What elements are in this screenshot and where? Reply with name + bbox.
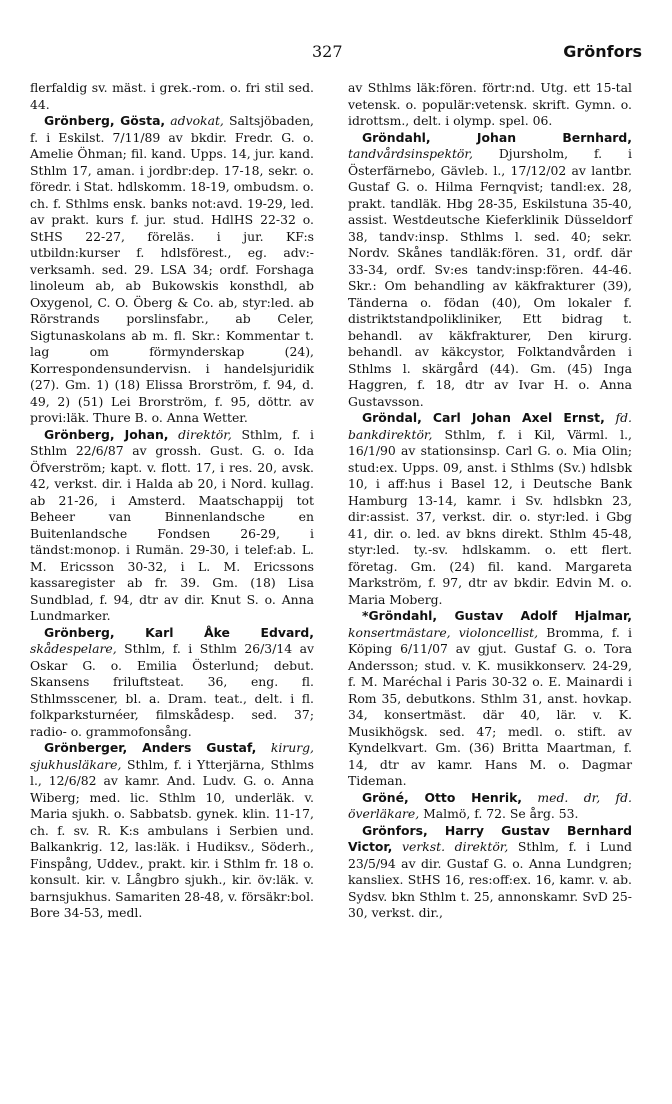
entry-name: Gröné, Otto Henrik, [362,789,523,805]
entry-text: av Sthlms läk:fören. förtr:nd. Utg. ett 15-tal vetensk. o. populär:vetensk. skrift. Gymn. o. idrottsm., delt. i olymp. spel. 06. [348,80,632,128]
entry-text: Sthlm, f. i Kil, Värml. l., 16/1/90 av stationsinsp. Carl G. o. Mia Olin; stud:ex. Upps. 09, anst. i Sthlms (Sv.) hdlsbk 10, i aff:hus i Basel 12, i Deutsche Bank Hamburg 13-14, kamr. i Sv. hdlsbkn 23, dir:assist. 37, verkst. dir. o. styr:led. i Gbg 41, dir. o. led. av bkns direkt. Sthlm 45-48, styr:led. ty.-sv. hdlskamm. o. ett flert. företag. Gm. (24) fil. kand. Margareta Markström, f. 97, dtr av bkdir. Edvin M. o. Maria Moberg. [348,426,632,607]
entry-text: flerfaldig sv. mäst. i grek.-rom. o. fri stil sed. 44. [30,80,314,112]
entry-title: fd. bankdirektör, [348,410,632,442]
entry-title: konsertmästare, violoncellist, [348,624,539,640]
left-column [30,80,314,922]
page-number: 327 [312,42,343,61]
entry-text: Malmö, f. 72. Se årg. 53. [419,806,579,821]
entry-name: Gröndal, Carl Johan Axel Ernst, [362,410,605,425]
entry-continuation [30,80,314,113]
entry-text: Bromma, f. i Köping 6/11/07 av gjut. Gustaf G. o. Tora Andersson; stud. v. K. musikkonserv. 24-29, f. M. Maréchal i Paris 30-32 o. E. Mainardi i Rom 35, debutkons. Sthlm 31, anst. hovkap. 34, konsertmäst. där 40, lär. v. K. Musikhögsk. sed. 47; medl. o. stift. av Kyndelkvart. Gm. (36) Britta Maartman, f. 14, dtr av kamr. Hans M. o. Dagmar Tideman. [348,624,632,788]
entry [348,823,632,922]
entry-name: Gröndahl, Johan Bernhard, [362,129,632,145]
entry-text: Sthlm, f. i Lund 23/5/94 av dir. Gustaf G. o. Anna Lundgren; kansliex. StHS 16, res:off:ex. 16, kamr. v. ab. Sydsv. bkn Sthlm t. 25, annonskamr. SvD 25-30, verkst. dir., [348,839,632,920]
entry-name: Grönfors, Harry Gustav Bernhard Victor, [348,822,632,854]
entry [348,130,632,411]
entry-text: Sthlm, f. i Sthlm 26/3/14 av Oskar G. o. Emilia Österlund; debut. Skansens friluftsteat. 36, eng. fl. Sthlmsscener, bl. a. Dram. teat., delt. i fl. folkparksturnéer, filmskådesp. sed. 37; radio- o. grammofonsång. [30,641,314,739]
entry [30,113,314,427]
entry [348,790,632,823]
entry-title: kirurg, sjukhusläkare, [30,740,314,772]
entry-title: direktör, [178,426,232,442]
entry [30,625,314,741]
entry-text: Sthlm, f. i Sthlm 22/6/87 av grossh. Gust. G. o. Ida Öfverström; kapt. v. flott. 17, i res. 20, avsk. 42, verkst. dir. i Halda ab 20, i Nord. kullag. ab 21-26, i Amsterd. Maatschappij tot Beheer van Binnenlandsche en Buitenlandsche Fondsen 26-29, i tändst:monop. i Rumän. 29-30, i telef:ab. L. M. Ericsson 30-32, i L. M. Ericssons kassaregister ab fr. 39. Gm. (18) Lisa Sundblad, f. 94, dtr av dir. Knut S. o. Anna Lundmarker. [30,426,314,623]
entry-continuation [348,80,632,130]
running-head: Grönfors [563,42,642,61]
entry [348,608,632,790]
entry-text: Saltsjöbaden, f. i Eskilst. 7/11/89 av bkdir. Fredr. G. o. Amelie Öhman; fil. kand. Upps. 14, jur. kand. Sthlm 17, aman. i jordbr:dep. 17-18, sekr. o. föredr. i Stat. hdlskomm. 18-19, ombudsm. o. ch. f. Sthlms ensk. banks not:avd. 19-29, led. av prakt. kurs f. jur. stud. HdlHS 22-32 o. StHS 22-27, föreläs. i jur. KF:s utbildn:kurser f. hdlsförest., eg. adv:-verksamh. sed. 29. LSA 34; ordf. Forshaga linoleum ab, ab Bukowskis konsthdl, ab Oxygenol, C. O. Öberg & Co. ab, styr:led. ab Rörstrands porslinsfabr., ab Celer, Sigtunaskolans ab m. fl. Skr.: Kommentar t. lag om förmynderskap (24), Korrespondensundervisn. i handelsjuridik (27). Gm. 1) (18) Elissa Brorström, f. 94, d. 49, 2) (51) Lei Brorström, f. 95, döttr. av provi:läk. Thure B. o. Anna Wetter. [30,113,314,425]
entry [30,427,314,625]
entry-text: Djursholm, f. i Österfärnebo, Gävleb. l., 17/12/02 av lantbr. Gustaf G. o. Hilma Fernqvist; tandl:ex. 28, prakt. tandläk. Hbg 28-35, Eskilstuna 35-40, assist. Westdeutsche Kieferklinik Düsseldorf 38, tandv:insp. Sthlms l. sed. 40; sekr. Nordv. Skånes tandläk:fören. 31, ordf. där 33-34, ordf. Sv:es tandv:insp:fören. 44-46. Skr.: Om behandling av käkfrakturer (39), Tänderna o. födan (40), Om lokaler f. distriktstandpolikliniker, Ett bidrag t. behandl. av käkfrakturer, Den kirurg. behandl. av käkcystor, Folktandvården i Sthlms l. skärgård (44). Gm. (45) Inga Haggren, f. 18, dtr av Ivar H. o. Anna Gustavsson. [348,146,632,409]
entry-title: advokat, [170,113,224,128]
entry-text: Sthlm, f. i Ytterjärna, Sthlms l., 12/6/82 av kamr. And. Ludv. G. o. Anna Wiberg; med. lic. Sthlm 10, underläk. v. Maria sjukh. o. Sabbatsb. gynek. klin. 11-17, ch. f. sv. R. K:s ambulans i Serbien und. Balkankrig. 12, las:läk. i Hudiksv., Söderh., Finspång, Uddev., prakt. kir. i Sthlm fr. 18 o. konsult. kir. v. Långbro sjukh., kir. öv:läk. v. barnsjukhus. Samariten 28-48, v. försäkr:bol. Bore 34-53, medl. [30,756,314,920]
entry-title: tandvårdsinspektör, [348,146,473,161]
entry [30,740,314,922]
entry-title: med. dr, fd. överläkare, [348,789,632,821]
entry [348,410,632,608]
right-column [348,80,632,922]
entry-name: Grönberg, Gösta, [44,113,166,128]
entry-title: skådespelare, [30,641,117,656]
entry-name: Grönberg, Karl Åke Edvard, [44,624,314,640]
entry-name: Grönberger, Anders Gustaf, [44,740,257,755]
entry-title: verkst. direktör, [402,839,509,854]
entry-name: Grönberg, Johan, [44,426,169,442]
entry-name: *Gröndahl, Gustav Adolf Hjalmar, [362,608,632,623]
